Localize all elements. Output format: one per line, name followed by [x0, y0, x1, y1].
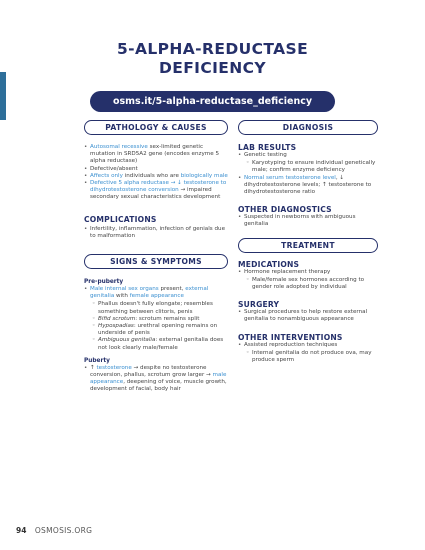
list-item: • Surgical procedures to help restore external genitalia to nonambiguous appearance	[238, 309, 378, 323]
list-item: • Infertility, inflammation, infection of genials due to malformation	[84, 226, 228, 240]
title-line-2: DEFICIENCY	[158, 59, 267, 77]
list-item: • Genetic testing ◦ Karyotyping to ensure individual genetically male; confirm enzyme deficiency	[238, 152, 378, 175]
medications-sublist	[238, 277, 378, 291]
list-item: • ↑ testosterone → despite no testosterone conversion, phallus, scrotum grow larger → male appearance, deepening of voice, muscle growth, development of facial, body hair	[84, 365, 228, 394]
list-item: ◦ Hypospadias: urethral opening remains on underside of penis	[84, 323, 228, 337]
side-tab-marker	[0, 72, 6, 120]
list-item: • Suspected in newborns with ambiguous genitalia	[238, 214, 378, 228]
list-item: ◦ Internal genitalia do not produce ova, may produce sperm	[238, 350, 378, 364]
list-item: • Affects only individuals who are biologically male	[84, 173, 228, 180]
list-item: • Defective/absent	[84, 166, 228, 173]
list-item: • Defective 5 alpha reductase → ↓ testosterone to dihydrotestosterone conversion → impaired secondary sexual characteristics development	[84, 180, 228, 202]
prepuberty-sublist	[84, 301, 228, 351]
puberty-label: Puberty	[84, 357, 110, 364]
list-item: • Autosomal recessive sex-limited genetic mutation in SRD5A2 gene (encodes enzyme 5 alpha reductase)	[84, 144, 228, 166]
page-footer	[16, 526, 92, 535]
list-item: • Hormone replacement therapy ◦ Male/female sex hormones according to gender role adopted by individual	[238, 269, 378, 292]
signs-header: SIGNS & SYMPTOMS	[84, 254, 228, 269]
medications-list	[238, 269, 378, 292]
list-item: ◦ Phallus doesn't fully elongate; resembles something between clitoris, penis	[84, 301, 228, 315]
prepuberty-list	[84, 286, 228, 352]
prepuberty-label: Pre-puberty	[84, 279, 124, 286]
list-item: ◦ Ambiguous genitalia: external genitalia does not look clearly male/female	[84, 337, 228, 351]
complications-header: COMPLICATIONS	[84, 214, 157, 224]
right-column	[238, 120, 378, 364]
lab-results-header: LAB RESULTS	[238, 143, 297, 152]
page-number: 94	[16, 526, 27, 535]
url-banner[interactable]: osms.it/5-alpha-reductase_deficiency	[90, 91, 335, 112]
site-link[interactable]: OSMOSIS.ORG	[34, 526, 93, 535]
complications-list	[84, 226, 228, 240]
other-interventions-list	[238, 342, 378, 365]
puberty-list	[84, 365, 228, 394]
left-column	[84, 120, 228, 394]
list-item: • Male internal sex organs present, external genitalia with female appearance ◦ Phallus doesn't fully elongate; resembles something between clitoris, penis ◦ Bifid scrotum: scrotum remains split ◦ Hypospadias: urethral opening remains on underside of penis ◦ Ambiguous genitalia: external genitalia does not look clearly male/female	[84, 286, 228, 352]
list-item: ◦ Karyotyping to ensure individual genetically male; confirm enzyme deficiency	[238, 160, 378, 174]
lab-sublist	[238, 160, 378, 174]
title-line-1: 5-ALPHA-REDUCTASE	[116, 40, 309, 58]
surgery-list	[238, 309, 378, 323]
diagnosis-header: DIAGNOSIS	[238, 120, 378, 135]
treatment-header: TREATMENT	[238, 238, 378, 253]
medications-header: MEDICATIONS	[238, 259, 300, 269]
list-item: • Assisted reproduction techniques ◦ Internal genitalia do not produce ova, may produce sperm	[238, 342, 378, 365]
page-title	[60, 40, 365, 78]
pathology-list	[84, 144, 228, 202]
other-interventions-sublist	[238, 350, 378, 364]
pathology-header: PATHOLOGY & CAUSES	[84, 120, 228, 135]
list-item: • Normal serum testosterone level, ↓ dihydrotestosterone levels; ↑ testosterone to dihydrotestosterone ratio	[238, 175, 378, 197]
other-diagnostics-header: OTHER DIAGNOSTICS	[238, 205, 332, 215]
list-item: ◦ Bifid scrotum: scrotum remains split	[84, 316, 228, 323]
list-item: ◦ Male/female sex hormones according to gender role adopted by individual	[238, 277, 378, 291]
lab-results-list	[238, 152, 378, 196]
surgery-header: SURGERY	[238, 300, 280, 310]
other-diagnostics-list	[238, 214, 378, 228]
other-interventions-header: OTHER INTERVENTIONS	[238, 332, 343, 342]
